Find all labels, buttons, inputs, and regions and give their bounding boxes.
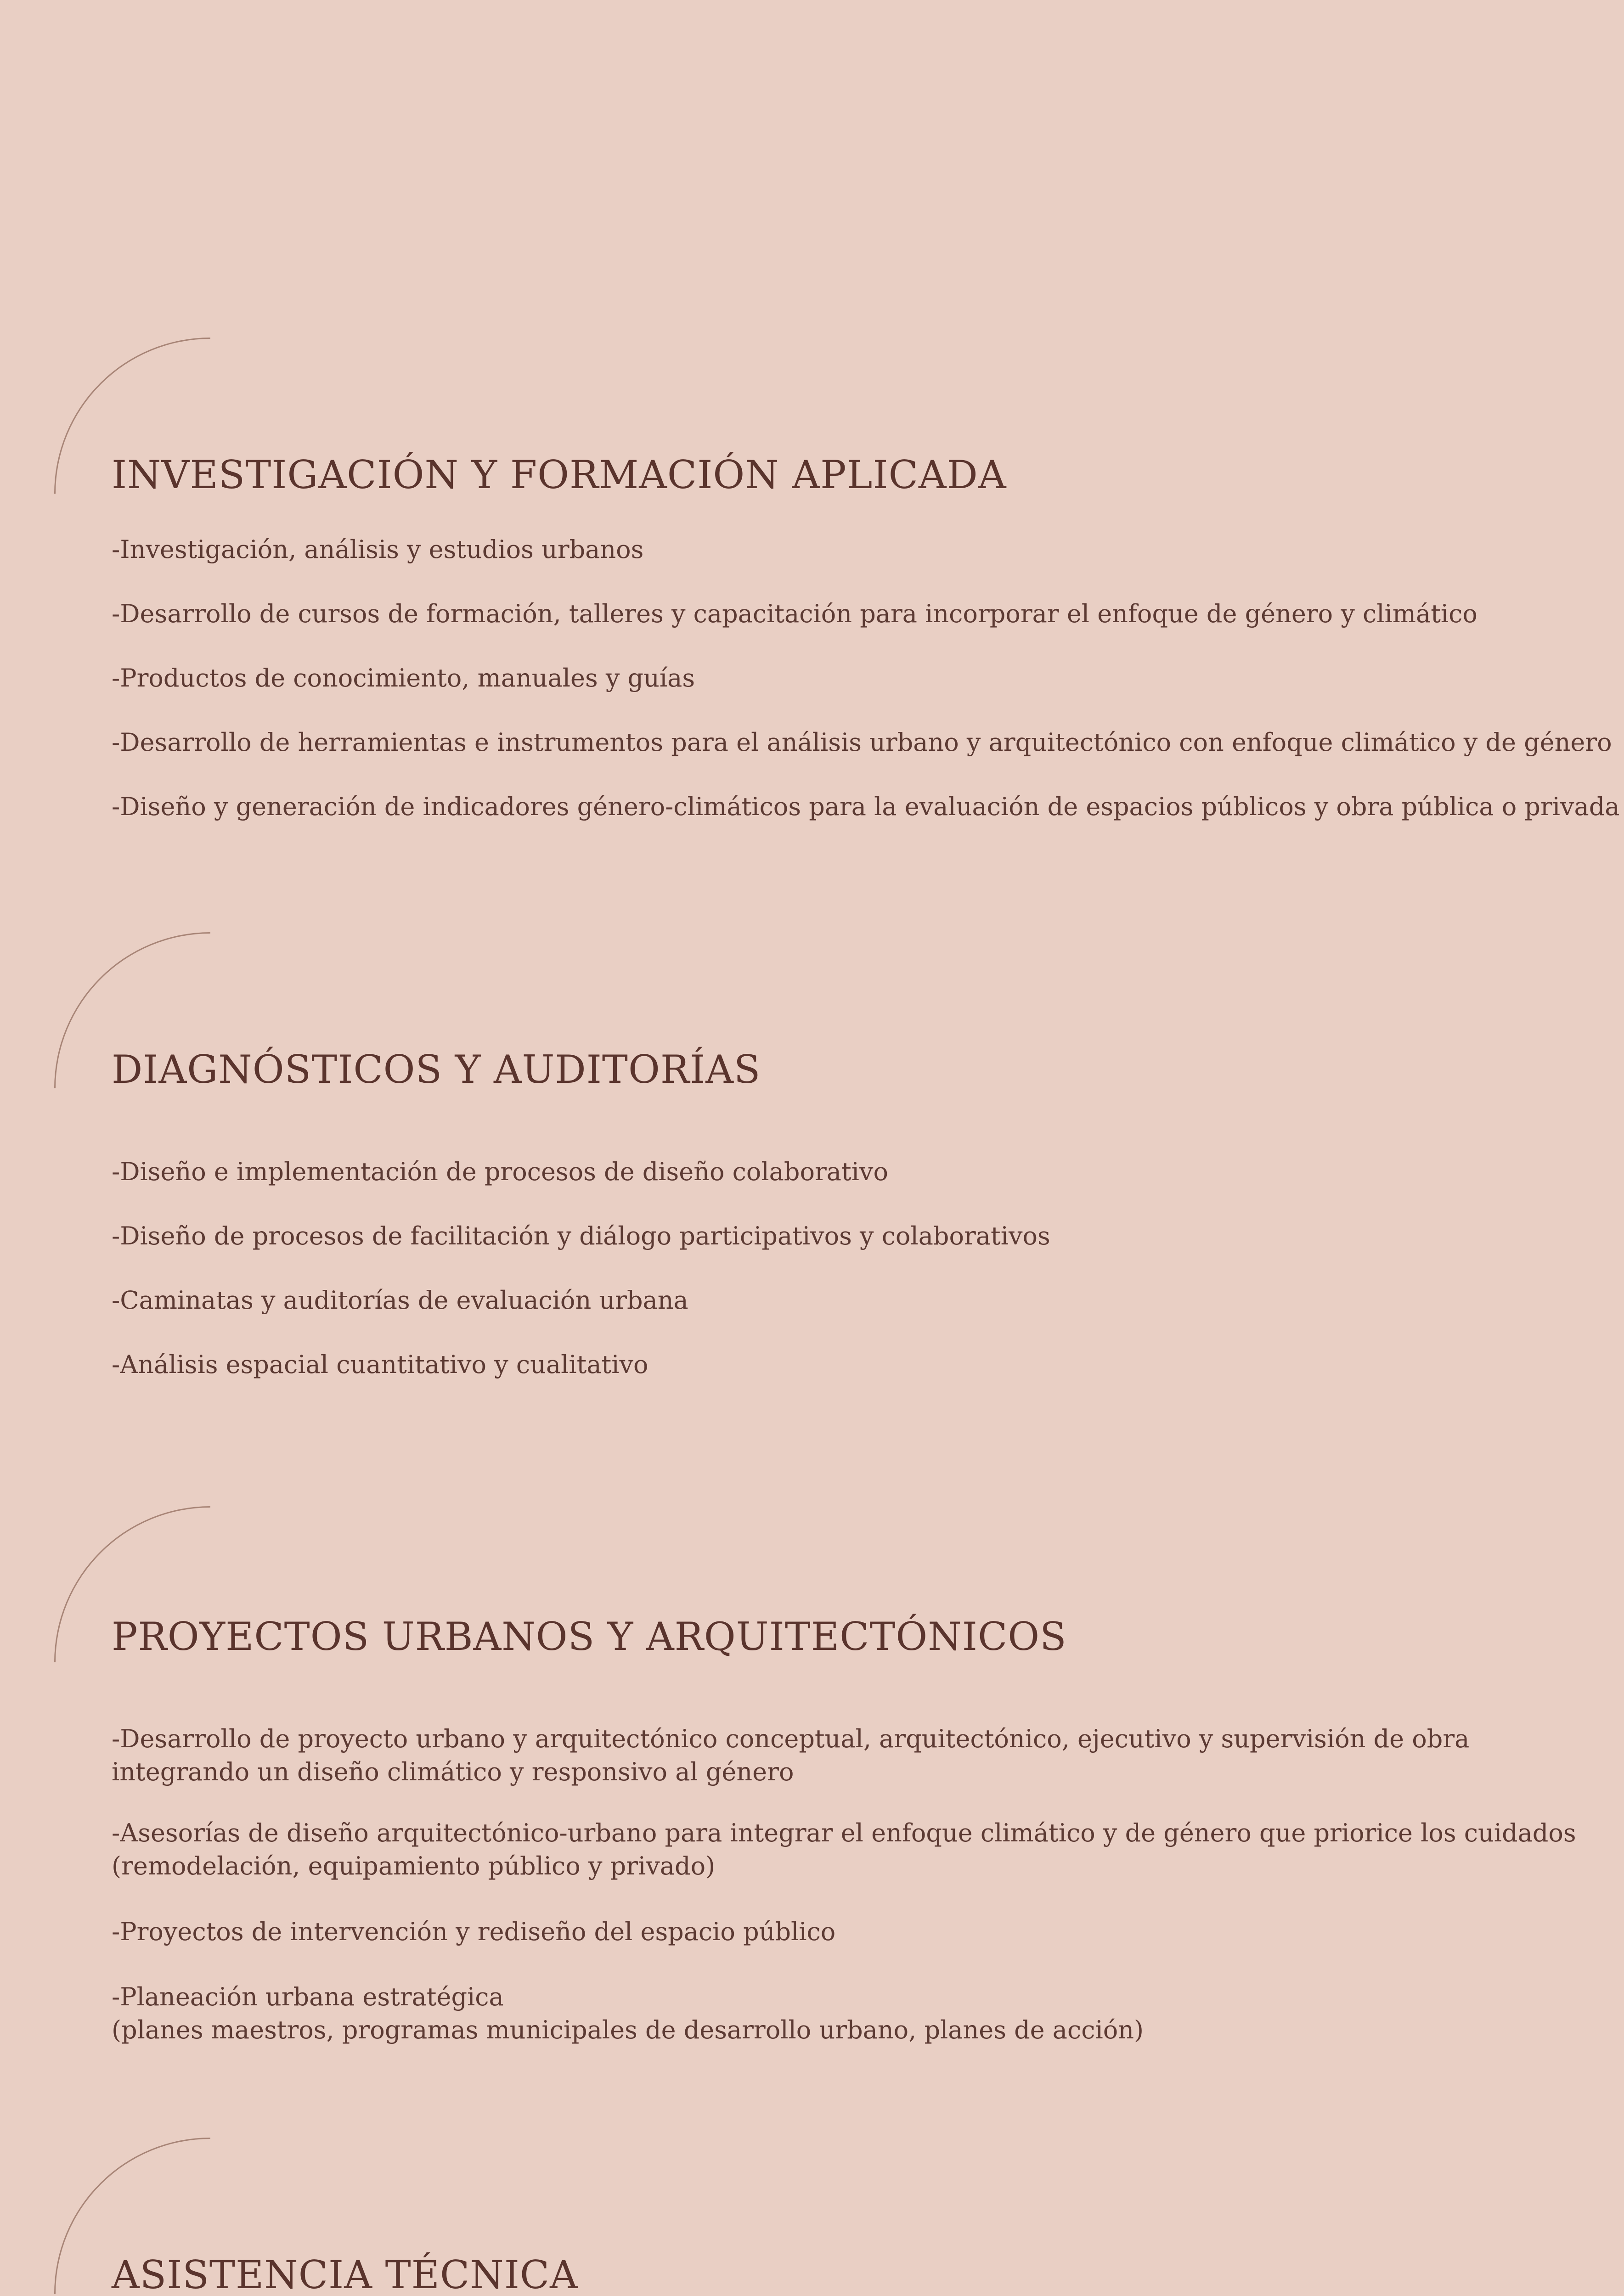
section-title: INVESTIGACIÓN Y FORMACIÓN APLICADA: [112, 452, 1007, 497]
list-item: -Desarrollo de cursos de formación, talleres y capacitación para incorporar el enfoque de género y climático: [112, 599, 1477, 628]
list-item: -Productos de conocimiento, manuales y guías: [112, 664, 695, 692]
list-item: -Planeación urbana estratégica: [112, 1982, 504, 2011]
list-item: -Desarrollo de herramientas e instrumentos para el análisis urbano y arquitectónico con enfoque climático y de género: [112, 728, 1612, 757]
list-item: -Desarrollo de proyecto urbano y arquitectónico conceptual, arquitectónico, ejecutivo y supervisión de obra: [112, 1724, 1470, 1753]
section-title: PROYECTOS URBANOS Y ARQUITECTÓNICOS: [112, 1614, 1067, 1659]
list-item: -Análisis espacial cuantitativo y cualitativo: [112, 1350, 648, 1379]
list-item: (planes maestros, programas municipales de desarrollo urbano, planes de acción): [112, 2015, 1144, 2044]
list-item: (remodelación, equipamiento público y privado): [112, 1851, 716, 1880]
list-item: -Investigación, análisis y estudios urbanos: [112, 535, 644, 564]
list-item: integrando un diseño climático y responsivo al género: [112, 1757, 794, 1786]
list-item: -Caminatas y auditorías de evaluación urbana: [112, 1286, 688, 1315]
section-title: DIAGNÓSTICOS Y AUDITORÍAS: [112, 1047, 761, 1092]
list-item: -Diseño e implementación de procesos de diseño colaborativo: [112, 1157, 888, 1186]
list-item: -Proyectos de intervención y rediseño del espacio público: [112, 1917, 836, 1946]
section-title: ASISTENCIA TÉCNICA: [112, 2252, 578, 2296]
list-item: -Diseño y generación de indicadores género-climáticos para la evaluación de espacios públicos y obra pública o privada: [112, 792, 1620, 821]
list-item: -Asesorías de diseño arquitectónico-urbano para integrar el enfoque climático y de género que priorice los cuidados: [112, 1818, 1576, 1847]
list-item: -Diseño de procesos de facilitación y diálogo participativos y colaborativos: [112, 1221, 1050, 1250]
